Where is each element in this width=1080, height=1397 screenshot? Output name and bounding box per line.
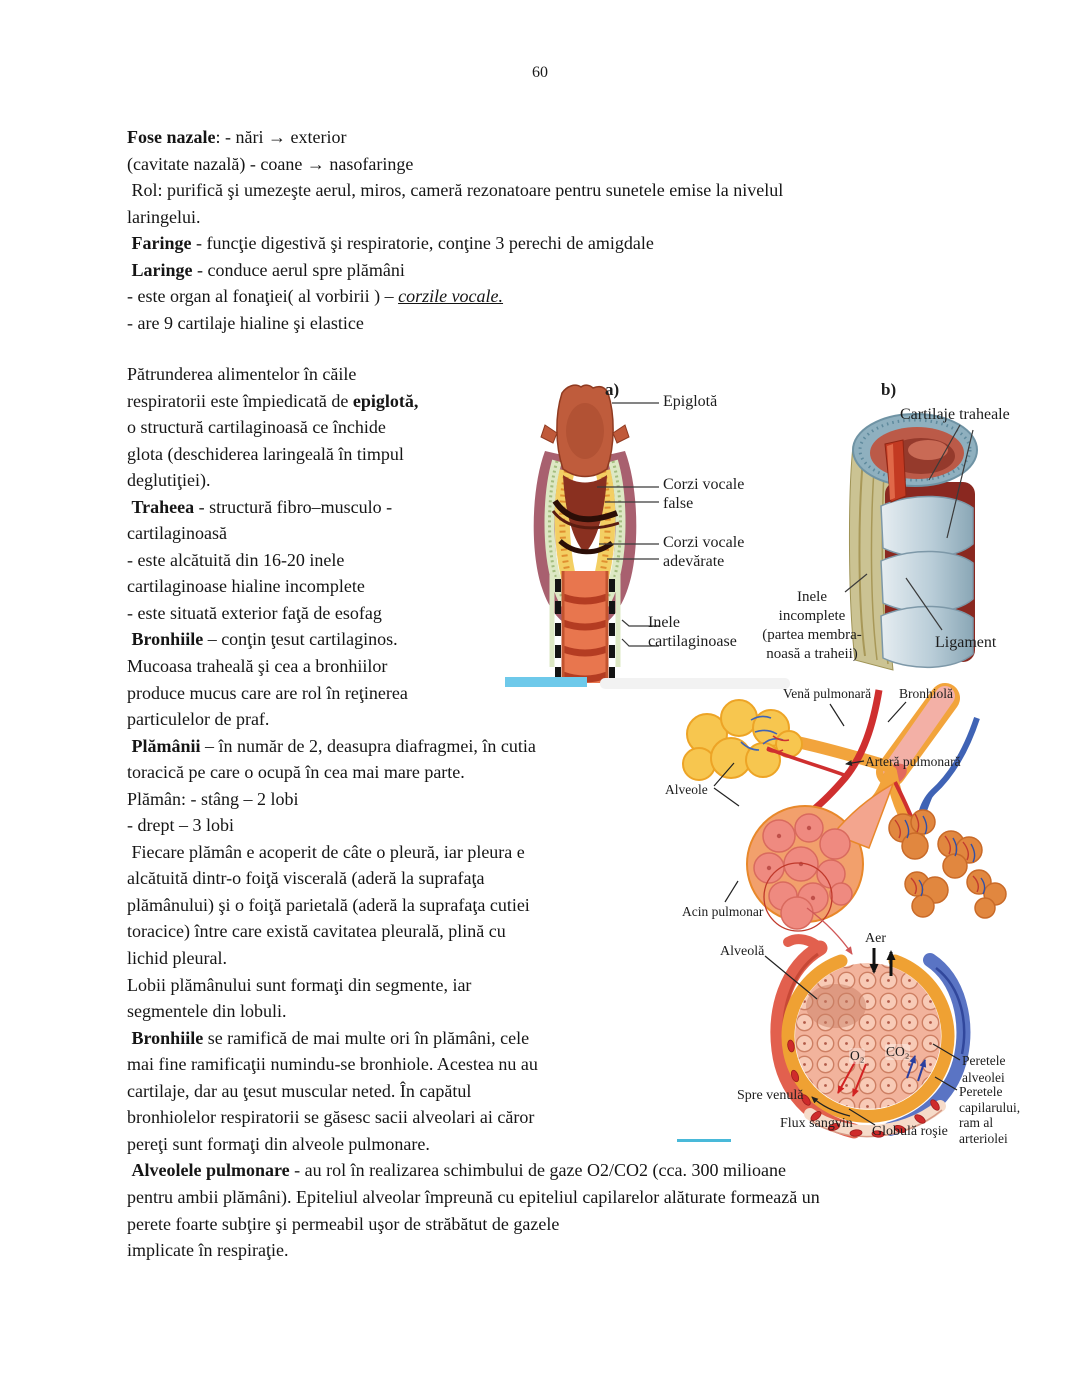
page-number: 60 (532, 64, 548, 81)
text-line: Pătrunderea alimentelor în căile (127, 364, 357, 384)
text-line: - este situată exterior faţă de esofag (127, 602, 382, 623)
text-line: Fose nazale: - nări → exterior (127, 127, 347, 147)
label-peretele-alveolei-line1: Peretele (962, 1053, 1006, 1068)
label-peretele-capilarului-line2: capilarului, (959, 1099, 1021, 1115)
text-line: cartilaginoase hialine incomplete (127, 576, 365, 597)
text-line: cartilaje, dar au ţesut muscular neted. În capătul (127, 1080, 472, 1101)
text-line: - drept – 3 lobi (127, 815, 234, 836)
text-line: Laringe - conduce aerul spre plămâni (131, 259, 405, 280)
text-line: bronhiolelor respiratorii se găsesc sacii alveolari ai căror (127, 1107, 535, 1128)
label-peretele-capilarului-line1: Peretele (959, 1084, 1003, 1099)
text-line: - are 9 cartilaje hialine şi elastice (127, 312, 364, 333)
text-line: toracice) între care există cavitatea pleurală, plină cu (127, 921, 506, 942)
label-aer: Aer (865, 931, 886, 946)
text-line: deglutiţiei). (127, 470, 211, 491)
label-corzi-vocale-false-2: false (663, 495, 694, 512)
text-line: toracică pe care o ocupă în cea mai mare parte. (127, 762, 465, 783)
figure1-panel-a-label: a) (605, 380, 620, 399)
text-line: glota (deschiderea laringeală în timpul (127, 443, 404, 464)
label-acin-pulmonar: Acin pulmonar (682, 904, 764, 919)
label-inele-cartilaginoase-2: cartilaginoase (648, 633, 737, 650)
text-line: respiratorii este împiedicată de epiglotă, (127, 390, 419, 411)
label-globula-rosie: Globulă roşie (872, 1124, 948, 1139)
text-line: mai fine ramificaţii numindu-se bronhiole. Acestea nu au (127, 1054, 538, 1075)
text-line: Lobii plămânului sunt formaţi din segmente, iar (127, 974, 472, 995)
label-peretele-capilarului-line3: ram al (959, 1115, 994, 1130)
text-line: pentru ambii plămâni). Epiteliul alveolar împreună cu epiteliul capilarelor alăturate formează un (127, 1186, 820, 1207)
label-peretele-alveolei (962, 1052, 1005, 1086)
text-line: Fiecare plămân e acoperit de câte o pleură, iar pleura e (127, 841, 525, 862)
figure1-panel-b-label: b) (881, 380, 897, 399)
text-line: segmentele din lobuli. (127, 1001, 287, 1022)
label-alveole: Alveole (665, 782, 708, 797)
label-alveola: Alveolă (720, 944, 765, 959)
label-inele-incomplete-line3: (partea membra- (762, 627, 862, 643)
label-artera-pulmonara: Arteră pulmonară (865, 754, 961, 769)
label-vena-pulmonara: Venă pulmonară (783, 686, 872, 701)
label-inele-incomplete-line4: noasă a traheii) (766, 646, 858, 662)
figure-larynx-trachea (505, 380, 1050, 690)
text-line: Bronhiile se ramifică de mai multe ori în plămâni, cele (131, 1027, 530, 1048)
text-line: perete foarte subţire şi permeabil uşor de străbătut de gazele (127, 1213, 560, 1234)
text-line: particulelor de praf. (127, 709, 270, 730)
label-corzi-vocale-adevarate-1: Corzi vocale (663, 534, 745, 551)
label-spre-venula: Spre venulă (737, 1088, 804, 1103)
text-line: - este organ al fonaţiei( al vorbirii ) – corzile vocale. (127, 286, 504, 307)
text-line: - este alcătuită din 16-20 inele (127, 549, 345, 570)
text-line: produce mucus care are rol în reţinerea (127, 682, 408, 703)
text-line: implicate în respiraţie. (127, 1240, 289, 1261)
text-line: laringelui. (127, 206, 201, 227)
figure-alveoli-cluster (655, 686, 1065, 948)
label-cartilaje-traheale: Cartilaje traheale (900, 406, 1010, 423)
label-peretele-capilarului (959, 1084, 1020, 1146)
label-epiglota: Epiglotă (663, 393, 718, 410)
cyan-underline (677, 1139, 731, 1142)
figure-alveolus-section (668, 928, 1070, 1158)
label-ligament: Ligament (935, 634, 997, 651)
label-peretele-alveolei-line2: alveolei (962, 1070, 1005, 1085)
text-line: Plămânii – în număr de 2, deasupra diafragmei, în cutia (131, 735, 536, 756)
label-corzi-vocale-adevarate-2: adevărate (663, 553, 725, 570)
text-line: o structură cartilaginoasă ce închide (127, 417, 386, 438)
label-inele-incomplete-line1: Inele (797, 589, 827, 605)
intro-paragraph (127, 124, 783, 336)
text-line: Rol: purifică şi umezeşte aerul, miros, cameră rezonatoare pentru sunetele emise la nivelul (127, 180, 784, 201)
text-line: cartilaginoasă (127, 523, 227, 544)
text-line: Faringe - funcţie digestivă şi respiratorie, conţine 3 perechi de amigdale (131, 233, 654, 254)
text-line: (cavitate nazală) - coane → nasofaringe (127, 153, 414, 174)
label-flux-sangvin: Flux sangvin (780, 1116, 853, 1131)
label-bronhiola: Bronhiolă (899, 686, 953, 701)
label-corzi-vocale-false-1: Corzi vocale (663, 476, 745, 493)
label-inele-incomplete-line2: incomplete (778, 608, 846, 624)
text-line: lichid pleural. (127, 948, 227, 969)
text-line: alcătuită dintr-o foiţă viscerală (aderă la suprafaţa (127, 868, 485, 889)
label-inele-cartilaginoase-1: Inele (648, 614, 680, 631)
label-peretele-capilarului-line4: arteriolei (959, 1130, 1008, 1146)
highlight-bar (505, 677, 587, 687)
text-line: Plămân: - stâng – 2 lobi (127, 788, 299, 809)
label-o2: O₂ (850, 1048, 865, 1063)
text-line: Alveolele pulmonare - au rol în realizarea schimbului de gaze O2/CO2 (cca. 300 milioane (131, 1160, 786, 1181)
text-line: pereţi sunt formaţi din alveole pulmonare. (127, 1133, 430, 1154)
text-line: Mucoasa traheală şi cea a bronhiilor (127, 656, 388, 677)
text-line: Bronhiile – conţin ţesut cartilaginos. (131, 629, 398, 650)
label-co2: CO₂ (886, 1044, 910, 1059)
label-inele-incomplete (737, 588, 887, 664)
text-line: plămânului) şi o foiţă parietală (aderă la suprafaţa cutiei (127, 894, 530, 915)
text-line: Traheea - structură fibro–musculo - (131, 496, 393, 517)
